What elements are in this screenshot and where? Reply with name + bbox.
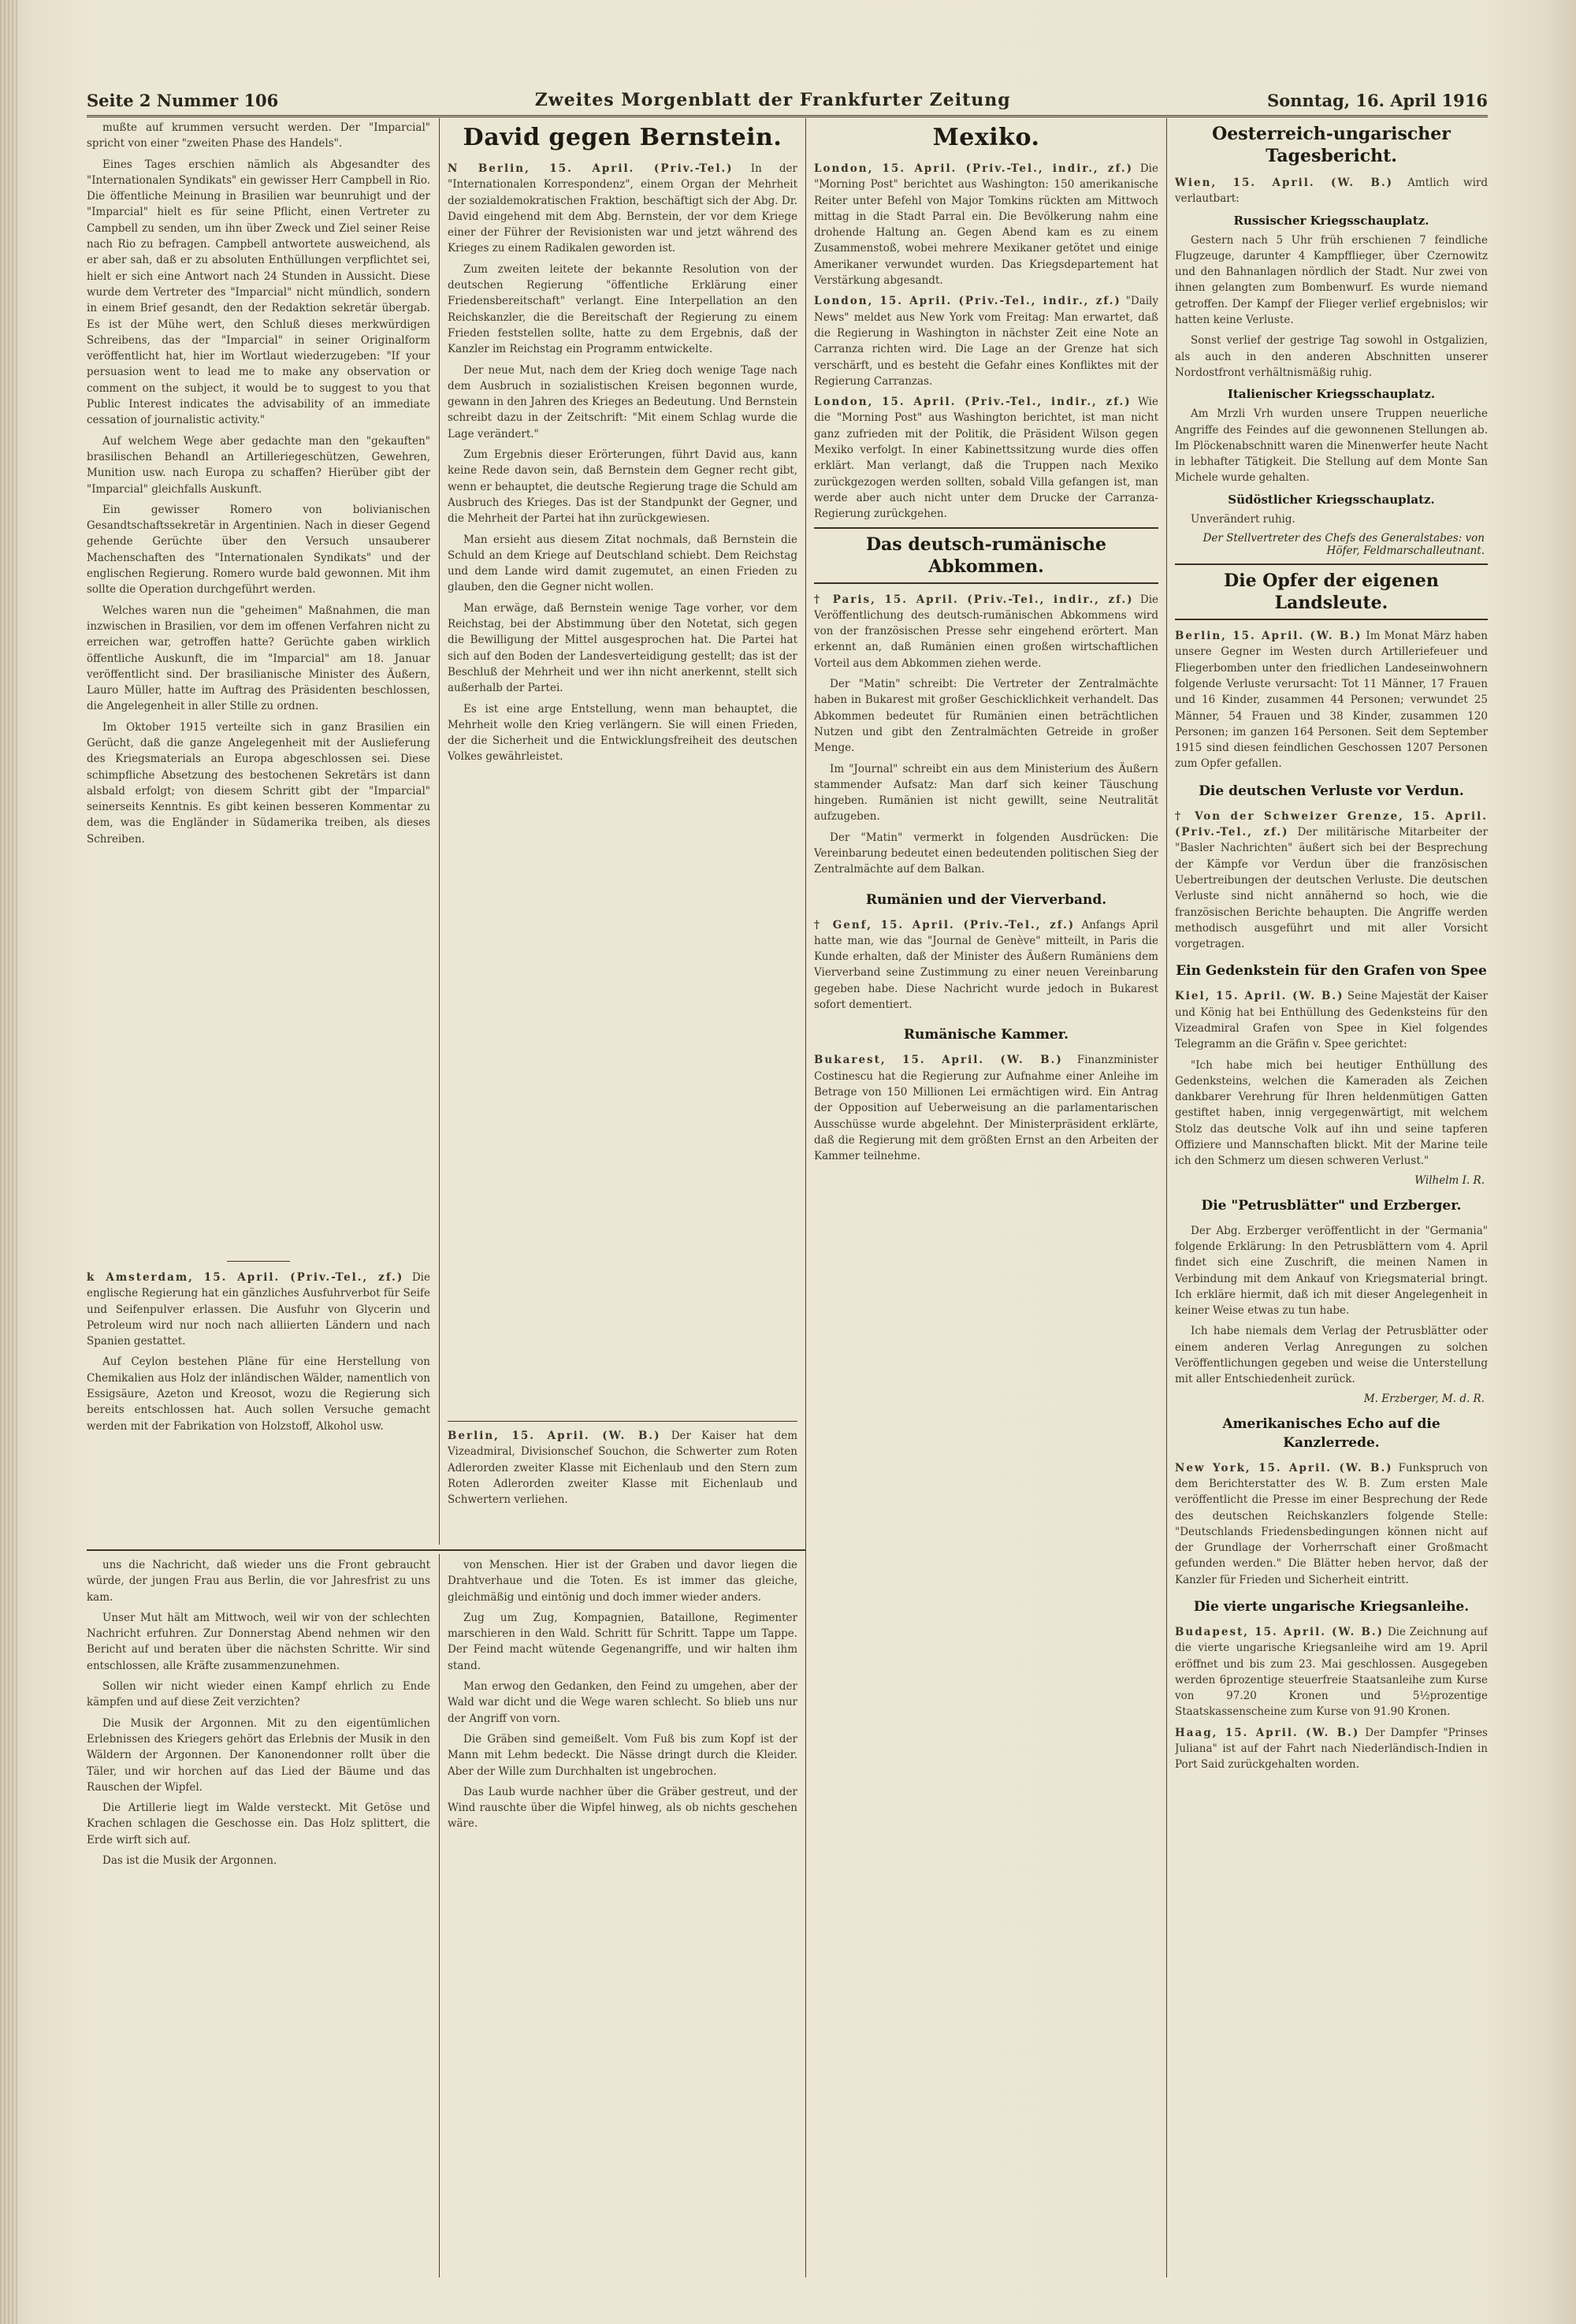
article-title: Die deutschen Verluste vor Verdun. bbox=[1199, 783, 1464, 799]
paragraph: Zum Ergebnis dieser Erörterungen, führt David aus, kann keine Rede davon sein, daß Bernstein dem Gegner recht gibt, wenn er behauptet, die deutsche Regierung trage die Schuld am Ausbruch des Krieges. Das ist der Standpunkt der Gegner, und die Mehrheit der Partei hat ihn zurückgewiesen. bbox=[448, 448, 797, 526]
news-text: Die englische Regierung hat ein gänzliches Ausfuhrverbot für Seife und Seifenpulver erlassen. Die Ausfuhr von Glycerin und Petroleum wird nur noch nach alliierten Ländern und nach Spanien gestattet. bbox=[87, 1271, 430, 1348]
paragraph: Der "Matin" schreibt: Die Vertreter der Zentralmächte haben in Bukarest mit großer Geschicklichkeit verhandelt. Das Abkommen bedeutet für Rumänien einen beträchtlichen Nutzen und gibt den Zentralmächten Getreide in großer Menge. bbox=[814, 678, 1158, 755]
section-heading: Südöstlicher Kriegsschauplatz. bbox=[1228, 492, 1435, 507]
column-rule bbox=[805, 118, 806, 2278]
paragraph: Das ist die Musik der Argonnen. bbox=[102, 1854, 277, 1868]
section-heading: Russischer Kriegsschauplatz. bbox=[1233, 213, 1429, 228]
paragraph: Zug um Zug, Kompagnien, Bataillone, Regimenter marschieren in den Wald. Schritt für Schritt. Tappe um Tappe. Der Feind macht wütende Gegenangriffe, und wir halten ihm stand. bbox=[448, 1611, 797, 1672]
report-text: Sonst verlief der gestrige Tag sowohl in Ostgalizien, als auch in den anderen Abschnitten unserer Nordostfront verhältnismäßig ruhig. bbox=[1175, 334, 1488, 379]
article-title: Das deutsch-rumänische Abkommen. bbox=[814, 527, 1158, 584]
dateline: London, 15. April. (Priv.-Tel., indir., zf.) bbox=[814, 295, 1121, 308]
paragraph: Sollen wir nicht wieder einen Kampf ehrlich zu Ende kämpfen und auf diese Zeit verzichten? bbox=[87, 1680, 430, 1709]
column-rule bbox=[439, 1554, 440, 2278]
article-title: Die Opfer der eigenen Landsleute. bbox=[1175, 563, 1488, 620]
paragraph: Zum zweiten leitete der bekannte Resolution von der deutschen Regierung "öffentliche Erklärung einer Friedensbereitschaft" verlangt. Eine Interpellation an den Reichskanzler, die die Bereitschaft der Regierung zu einem Frieden feststellen sollte, hatte zu dem Ergebnis, daß der Kanzler im Reichstag ein Programm entwickelte. bbox=[448, 262, 797, 356]
paragraph: Man ersieht aus diesem Zitat nochmals, daß Bernstein die Schuld an dem Kriege auf Deutschland schiebt. Dem Reichstag und dem Lande wird damit zugemutet, an einen Frieden zu glauben, den die Gegner nicht wollen. bbox=[448, 533, 797, 594]
dateline: Haag, 15. April. (W. B.) bbox=[1175, 1726, 1360, 1739]
issue-date: Sonntag, 16. April 1916 bbox=[1267, 91, 1488, 110]
paragraph: Die Gräben sind gemeißelt. Vom Fuß bis zum Kopf ist der Mann mit Lehm bedeckt. Die Nässe dringt durch die Kleider. Aber der Wille zum Durchhalten ist ungebrochen. bbox=[448, 1732, 797, 1778]
article-title: Rumänische Kammer. bbox=[903, 1027, 1069, 1043]
article-title: Die "Petrusblätter" und Erzberger. bbox=[1201, 1197, 1462, 1214]
dateline: London, 15. April. (Priv.-Tel., indir., zf.) bbox=[814, 396, 1132, 409]
article-title: Die vierte ungarische Kriegsanleihe. bbox=[1193, 1599, 1470, 1615]
report-text: Unverändert ruhig. bbox=[1191, 512, 1295, 526]
newspaper-title: Zweites Morgenblatt der Frankfurter Zeitung bbox=[534, 90, 1011, 110]
paragraph: Die Musik der Argonnen. Mit zu den eigentümlichen Erlebnissen des Kriegers gehört das Erlebnis der Musik in den Wäldern der Argonnen. Der Kanonendonner rollt über die Täler, und wir horchen auf das Lied der Bäume und das Rauschen der Wipfel. bbox=[87, 1716, 430, 1794]
feuilleton-column-1 bbox=[87, 1557, 430, 2274]
article-title: David gegen Bernstein. bbox=[463, 124, 782, 151]
telegram-quote: "Ich habe mich bei heutiger Enthüllung des Gedenksteins, welchen die Kameraden als Zeichen dankbarer Verehrung für Ihren heldenmütigen Gatten gestiftet haben, innig vergegenwärtigt, mit welchem Stolz das deutsche Volk auf ihn und seine tapferen Offiziere und Mannschaften blickt. Mit der Marine teile ich den Schmerz um diesen schweren Verlust." bbox=[1175, 1058, 1488, 1168]
dateline: N Berlin, 15. April. (Priv.-Tel.) bbox=[448, 162, 734, 175]
news-bizeadmiral bbox=[448, 1428, 797, 1546]
news-text: Funkspruch von dem Berichterstatter des W. B. Zum ersten Male veröffentlicht die Presse im einer Besprechung der Rede des deutschen Reichskanzlers folgende Stelle: "Deutschlands Friedensbedingungen können nicht auf der Grundlage der Vorherrschaft einer Großmacht gefunden werden." Die Blätter heben hervor, daß der Kanzler für Frieden und Sicherheit eintritt. bbox=[1175, 1461, 1488, 1586]
paragraph: Die Veröffentlichung des deutsch-rumänischen Abkommens wird von der französischen Presse sehr eingehend erörtert. Man erkennt an, daß Rumänien einen großen wirtschaftlichen Vorteil aus dem Abkommen ziehen werde. bbox=[814, 593, 1158, 670]
section-rule bbox=[87, 1549, 805, 1551]
dateline: † Von der Schweizer Grenze, 15. April. (Priv.-Tel., zf.) bbox=[1175, 809, 1488, 839]
news-text: Der militärische Mitarbeiter der "Basler Nachrichten" äußert sich bei der Besprechung der Kämpfe vor Verdun über die französischen Uebertreibungen der deutschen Verluste. Die deutschen Verluste sind nicht annähernd so hoch, wie die französischen Berichte behaupten. Die Angriffe werden methodisch ausgeführt und mit aller Vorsicht vorgetragen. bbox=[1175, 826, 1488, 951]
news-text: Die Zeichnung auf die vierte ungarische Kriegsanleihe wird am 19. April eröffnet und bis zum 23. Mai geschlossen. Ausgegeben werden 6prozentige steuerfreie Staatsanleihe zum Kurse von 97.20 Kronen und 5½prozentige Staatskassenscheine zum Kurse von 91.90 Kronen. bbox=[1175, 1626, 1488, 1719]
news-text: Ich habe niemals dem Verlag der Petrusblätter oder einem anderen Verlag Anregungen zu solchen Veröffentlichungen gegeben und weise die Unterstellung mit aller Entschiedenheit zurück. bbox=[1175, 1325, 1488, 1386]
column-3 bbox=[814, 120, 1158, 2271]
paragraph: Unser Mut hält am Mittwoch, weil wir von der schlechten Nachricht erfuhren. Zur Donnerstag Abend nehmen wir den Bericht auf und beraten über die nächsten Schritte. Wir sind entschlossen, alle Kräfte zusammenzunehmen. bbox=[87, 1611, 430, 1672]
news-text: Im Monat März haben unsere Gegner im Westen durch Artilleriefeuer und Fliegerbomben unter den friedlichen Landeseinwohnern folgende Verluste verursacht: Tot 11 Männer, 17 Frauen und 16 Kinder, zusammen 44 Personen; verwundet 25 Männer, 54 Frauen und 38 Kinder, zusammen 120 Personen; im ganzen 164 Personen. Seit dem September 1915 sind diesen feindlichen Geschossen 1207 Personen zum Opfer gefallen. bbox=[1175, 630, 1488, 771]
paragraph: von Menschen. Hier ist der Graben und davor liegen die Drahtverhaue und die Toten. Es ist immer das gleiche, gleichmäßig und eintönig und doch immer wieder anders. bbox=[448, 1559, 797, 1604]
column-rule bbox=[1166, 118, 1167, 2278]
news-text: Finanzminister Costinescu hat die Regierung zur Aufnahme einer Anleihe im Betrage von 150 Millionen Lei ermächtigen wird. Ein Antrag der Opposition auf Ueberweisung an die parlamentarischen Ausschüsse wurde abgelehnt. Der Ministerpräsident erklärte, daß die Regierung mit dem größten Ernst an den Arbeiten der Kammer teilnehme. bbox=[814, 1054, 1158, 1163]
paragraph: In der "Internationalen Korrespondenz", einem Organ der Mehrheit der sozialdemokratischen Fraktion, beschäftigt sich der Abg. Dr. David eingehend mit dem Abg. Bernstein, der vor dem Kriege einer der Führer der Revisionisten war und jetzt während des Krieges zu einem Radikalen geworden ist. bbox=[448, 162, 797, 255]
dateline: k Amsterdam, 15. April. (Priv.-Tel., zf.) bbox=[87, 1271, 404, 1284]
dateline: London, 15. April. (Priv.-Tel., indir., zf.) bbox=[814, 162, 1133, 175]
dateline: Budapest, 15. April. (W. B.) bbox=[1175, 1626, 1384, 1638]
news-text: Anfangs April hatte man, wie das "Journal de Genève" mitteilt, in Paris die Kunde erhalten, daß der Minister des Äußern Rumäniens dem Vierverband seine Zustimmung zu einer neuen Vereinbarung gegeben habe. Diese Nachricht wurde jedoch in Bukarest sofort dementiert. bbox=[814, 918, 1158, 1012]
dateline: Kiel, 15. April. (W. B.) bbox=[1175, 990, 1344, 1003]
separator bbox=[227, 1261, 290, 1262]
report-text: Am Mrzli Vrh wurden unsere Truppen neuerliche Angriffe des Feindes auf die gewonnenen Stellungen ab. Im Plöckenabschnitt waren die Minenwerfer heute Nacht in lebhafter Tätigkeit. Die Stellung auf dem Monte San Michele wurde gehalten. bbox=[1175, 407, 1488, 485]
news-text: Seine Majestät der Kaiser und König hat bei Enthüllung des Gedenksteins für den Vizeadmiral Grafen von Spee in Kiel folgendes Telegramm an die Gräfin v. Spee gerichtet: bbox=[1175, 990, 1488, 1051]
column-4 bbox=[1175, 120, 1488, 2271]
section-heading: Italienischer Kriegsschauplatz. bbox=[1227, 387, 1436, 402]
paragraph: Im "Journal" schreibt ein aus dem Ministerium des Äußern stammender Aufsatz: Man darf sich keiner Täuschung hingeben. Rumänien ist nicht gewillt, seine Neutralität aufzugeben. bbox=[814, 762, 1158, 824]
page-number: Seite 2 Nummer 106 bbox=[87, 91, 279, 110]
paragraph: Eines Tages erschien nämlich als Abgesandter des "Internationalen Syndikats" ein gewisser Herr Campbell in Rio. Die öffentliche Meinung in Brasilien war beunruhigt und der "Imparcial" hielt es für seine Pflicht, einen Vertreter zu Campbell zu senden, um ihn über Zweck und Ziel seiner Reise nach Rio zu befragen. Campbell antwortete ausweichend, als er aber sah, daß er zu absoluten Enthüllungen verpflichtet sei, hielt er sich eine Antwort nach 24 Stunden in Aussicht. Diese wurde dem Vertreter des "Imparcial" nicht mündlich, sondern in einem Brief gesandt, den der Redaktion sekretär übergab. Es ist der Mühe wert, den Schluß dieses merkwürdigen Schreibens, das der "Imparcial" in seiner Originalform veröffentlicht hat, hier im Wortlaut wiederzugeben: "If your persuasion went to lead me to make any observation or comment on the subject, it would be to suggest to you that Public Interest indicates the advisability of an immediate cessation of journalistic activity." bbox=[87, 158, 430, 427]
dateline: † Genf, 15. April. (Priv.-Tel., zf.) bbox=[814, 918, 1076, 931]
article-title: Amerikanisches Echo auf die Kanzlerrede. bbox=[1222, 1415, 1440, 1451]
column-1-note bbox=[87, 1253, 430, 1545]
signature: Der Stellvertreter des Chefs des Generalstabes: von Höfer, Feldmarschalleutnant. bbox=[1202, 532, 1485, 558]
news-text: Der Abg. Erzberger veröffentlicht in der "Germania" folgende Erklärung: In den Petrusblättern vom 4. April findet sich eine Zuschrift, die meinen Namen in Verbindung mit dem Ankauf von Kriegsmaterial bringt. Ich erkläre hiermit, daß ich mit dieser Angelegenheit in keiner Weise etwas zu tun habe. bbox=[1175, 1224, 1488, 1318]
signature: Wilhelm I. R. bbox=[1414, 1173, 1485, 1187]
paragraph: Auf welchem Wege aber gedachte man den "gekauften" brasilischen Behandl an Artilleriegeschützen, Gewehren, Munition usw. nach Europa zu schaffen? Hierüber gibt der "Imparcial" gleichfalls Auskunft. bbox=[87, 434, 430, 496]
paragraph: Ein gewisser Romero von bolivianischen Gesandtschaftssekretär in Argentinien. Nach in dieser Gegend gehende Gerüchte über den Versuch unsauberer Machenschaften des "Internationalen Syndikats" und der englischen Regierung. Romero wurde bald gewonnen. Mit ihm sollte die Operation durchgeführt werden. bbox=[87, 503, 430, 597]
dateline: Berlin, 15. April. (W. B.) bbox=[1175, 630, 1362, 643]
news-text: Wie die "Morning Post" aus Washington berichtet, ist man nicht ganz zufrieden mit der Politik, die Präsident Wilson gegen Mexiko verfolgt. In einer Kabinettssitzung wurde dies offen erklärt. Man verlangt, daß die Truppen nach Mexiko zurückgezogen werden sollten, sobald Villa gefangen ist, man werde aber auch nicht unter dem Drucke der Carranza-Regierung zurückgehen. bbox=[814, 396, 1158, 521]
dateline: New York, 15. April. (W. B.) bbox=[1175, 1461, 1393, 1474]
news-text: Die "Morning Post" berichtet aus Washington: 150 amerikanische Reiter unter Befehl von Major Tomkins rückten am Mittwoch mittag in die Stadt Parral ein. Die Bevölkerung nahm eine drohende Haltung an. Gegen Abend kam es zu einem Zusammenstoß, wobei mehrere Mexikaner getötet und einige Amerikaner verwundet wurden. Das Kriegsdepartement hat Verstärkung abgesandt. bbox=[814, 162, 1158, 288]
news-text: Der Dampfer "Prinses Juliana" ist auf der Fahrt nach Niederländisch-Indien in Port Said zurückgehalten worden. bbox=[1175, 1726, 1488, 1772]
paragraph: Man erwäge, daß Bernstein wenige Tage vorher, vor dem Reichstag, bei der Abstimmung über den Notetat, sich gegen die Bewilligung der Mittel ausgesprochen hat. Die Partei hat sich auf den Boden der Landesverteidigung gestellt; das ist der Beschluß der Mehrheit und wer ihn nicht anerkennt, stellt sich außerhalb der Partei. bbox=[448, 601, 797, 695]
news-text: "Daily News" meldet aus New York vom Freitag: Man erwartet, daß die Regierung in Washington in nächster Zeit eine Note an Carranza richten wird. Die Lage an der Grenze hat sich verschärft, und es besteht die Gefahr eines Konfliktes mit der Regierung Carranzas. bbox=[814, 295, 1158, 388]
separator bbox=[448, 1421, 797, 1422]
article-title: Oesterreich-ungarischer Tagesbericht. bbox=[1212, 124, 1451, 166]
article-title: Rumänien und der Vierverband. bbox=[865, 891, 1107, 908]
paragraph: Der neue Mut, nach dem der Krieg doch wenige Tage nach dem Ausbruch in sozialistischen Kreisen begonnen wurde, gewann in den Jahren des Krieges an Bedeutung. Und Bernstein schreibt dazu in der Zeitschrift: "Mit einem Schlag wurde die Lage verändert." bbox=[448, 363, 797, 441]
report-text: Gestern nach 5 Uhr früh erschienen 7 feindliche Flugzeuge, darunter 4 Kampfflieger, über Czernowitz und den Bahnanlagen nördlich der Stadt. Nur zwei von ihnen gelangten zum Bombenwurf. Es wurde niemand getroffen. Der Kampf der Flieger verlief ergebnislos; wir hatten keine Verluste. bbox=[1175, 233, 1488, 327]
paragraph: Der "Matin" vermerkt in folgenden Ausdrücken: Die Vereinbarung bedeutet einen bedeutenden politischen Sieg der Zentralmächte auf dem Balkan. bbox=[814, 831, 1158, 876]
masthead bbox=[87, 79, 1488, 117]
feuilleton-column-2 bbox=[448, 1557, 797, 2274]
paragraph: Es ist eine arge Entstellung, wenn man behauptet, die Mehrheit wolle den Krieg verlängern. Sie will einen Frieden, der die Sicherheit und die Entwicklungsfreiheit des deutschen Volkes gewährleistet. bbox=[448, 702, 797, 764]
news-text: Der Kaiser hat dem Vizeadmiral, Divisionschef Souchon, die Schwerter zum Roten Adlerorden zweiter Klasse mit Eichenlaub und den Stern zum Roten Adlerorden zweiter Klasse mit Eichenlaub und Schwertern verliehen. bbox=[448, 1430, 797, 1507]
paragraph: Man erwog den Gedanken, den Feind zu umgehen, aber der Wald war dicht und die Wege waren schlecht. So blieb uns nur der Angriff von vorn. bbox=[448, 1680, 797, 1725]
paragraph: Im Oktober 1915 verteilte sich in ganz Brasilien ein Gerücht, daß die ganze Angelegenheit mit der Auslieferung des Kriegsmaterials an Europa abgeschlossen sei. Diese schimpfliche Absetzung des bestochenen Sekretärs ist dann alsbald erfolgt; von diesem Schritt gibt der "Imparcial" seinerseits Kenntnis. Es gibt keinen besseren Kommentar zu dem, was die Engländer in Südamerika treiben, als dieses Schreiben. bbox=[87, 720, 430, 846]
paragraph: Welches waren nun die "geheimen" Maßnahmen, die man inzwischen in Brasilien, vor dem im offenen Verfahren nicht zu erreichen war, getroffen hatte? Gerüchte gaben wirklich öffentliche Auskunft, die im "Imparcial" am 18. Januar veröffentlicht sind. Der brasilianische Minister des Äußern, Lauro Müller, hatte im Auftrag des Präsidenten beschlossen, die Angelegenheit in aller Stille zu ordnen. bbox=[87, 604, 430, 713]
column-1-top bbox=[87, 120, 430, 1247]
article-david-bernstein bbox=[448, 120, 797, 1412]
signature: M. Erzberger, M. d. R. bbox=[1363, 1392, 1485, 1405]
dateline: Berlin, 15. April. (W. B.) bbox=[448, 1430, 661, 1442]
intro-text: Amtlich wird verlautbart: bbox=[1175, 177, 1488, 206]
binding-edge bbox=[0, 0, 17, 2324]
article-title: Ein Gedenkstein für den Grafen von Spee bbox=[1176, 963, 1487, 980]
paragraph: Die Artillerie liegt im Walde versteckt. Mit Getöse und Krachen schlagen die Geschosse ein. Das Holz splittert, die Erde wirft sich auf. bbox=[87, 1802, 430, 1846]
news-text: Auf Ceylon bestehen Pläne für eine Herstellung von Chemikalien aus Holz der inländischen Wälder, namentlich von Essigsäure, Azeton und Kreosot, wozu die Regierung sich bereits entschlossen hat. Auch sollen Versuche gemacht werden mit der Fabrikation von Holzstoff, Alkohol usw. bbox=[87, 1355, 430, 1433]
paragraph: mußte auf krummen versucht werden. Der "Imparcial" spricht von einer "zweiten Phase des Handels". bbox=[87, 121, 430, 151]
dateline: Bukarest, 15. April. (W. B.) bbox=[814, 1054, 1063, 1067]
article-title: Mexiko. bbox=[932, 124, 1040, 151]
dateline: † Paris, 15. April. (Priv.-Tel., indir., zf.) bbox=[814, 593, 1134, 606]
paragraph: uns die Nachricht, daß wieder uns die Front gebraucht würde, der jungen Frau aus Berlin, die vor Jahresfrist zu uns kam. bbox=[87, 1559, 430, 1604]
dateline: Wien, 15. April. (W. B.) bbox=[1175, 177, 1394, 189]
paragraph: Das Laub wurde nachher über die Gräber gestreut, und der Wind rauschte über die Wipfel hinweg, als ob nichts geschehen wäre. bbox=[448, 1785, 797, 1831]
column-rule bbox=[439, 118, 440, 1545]
